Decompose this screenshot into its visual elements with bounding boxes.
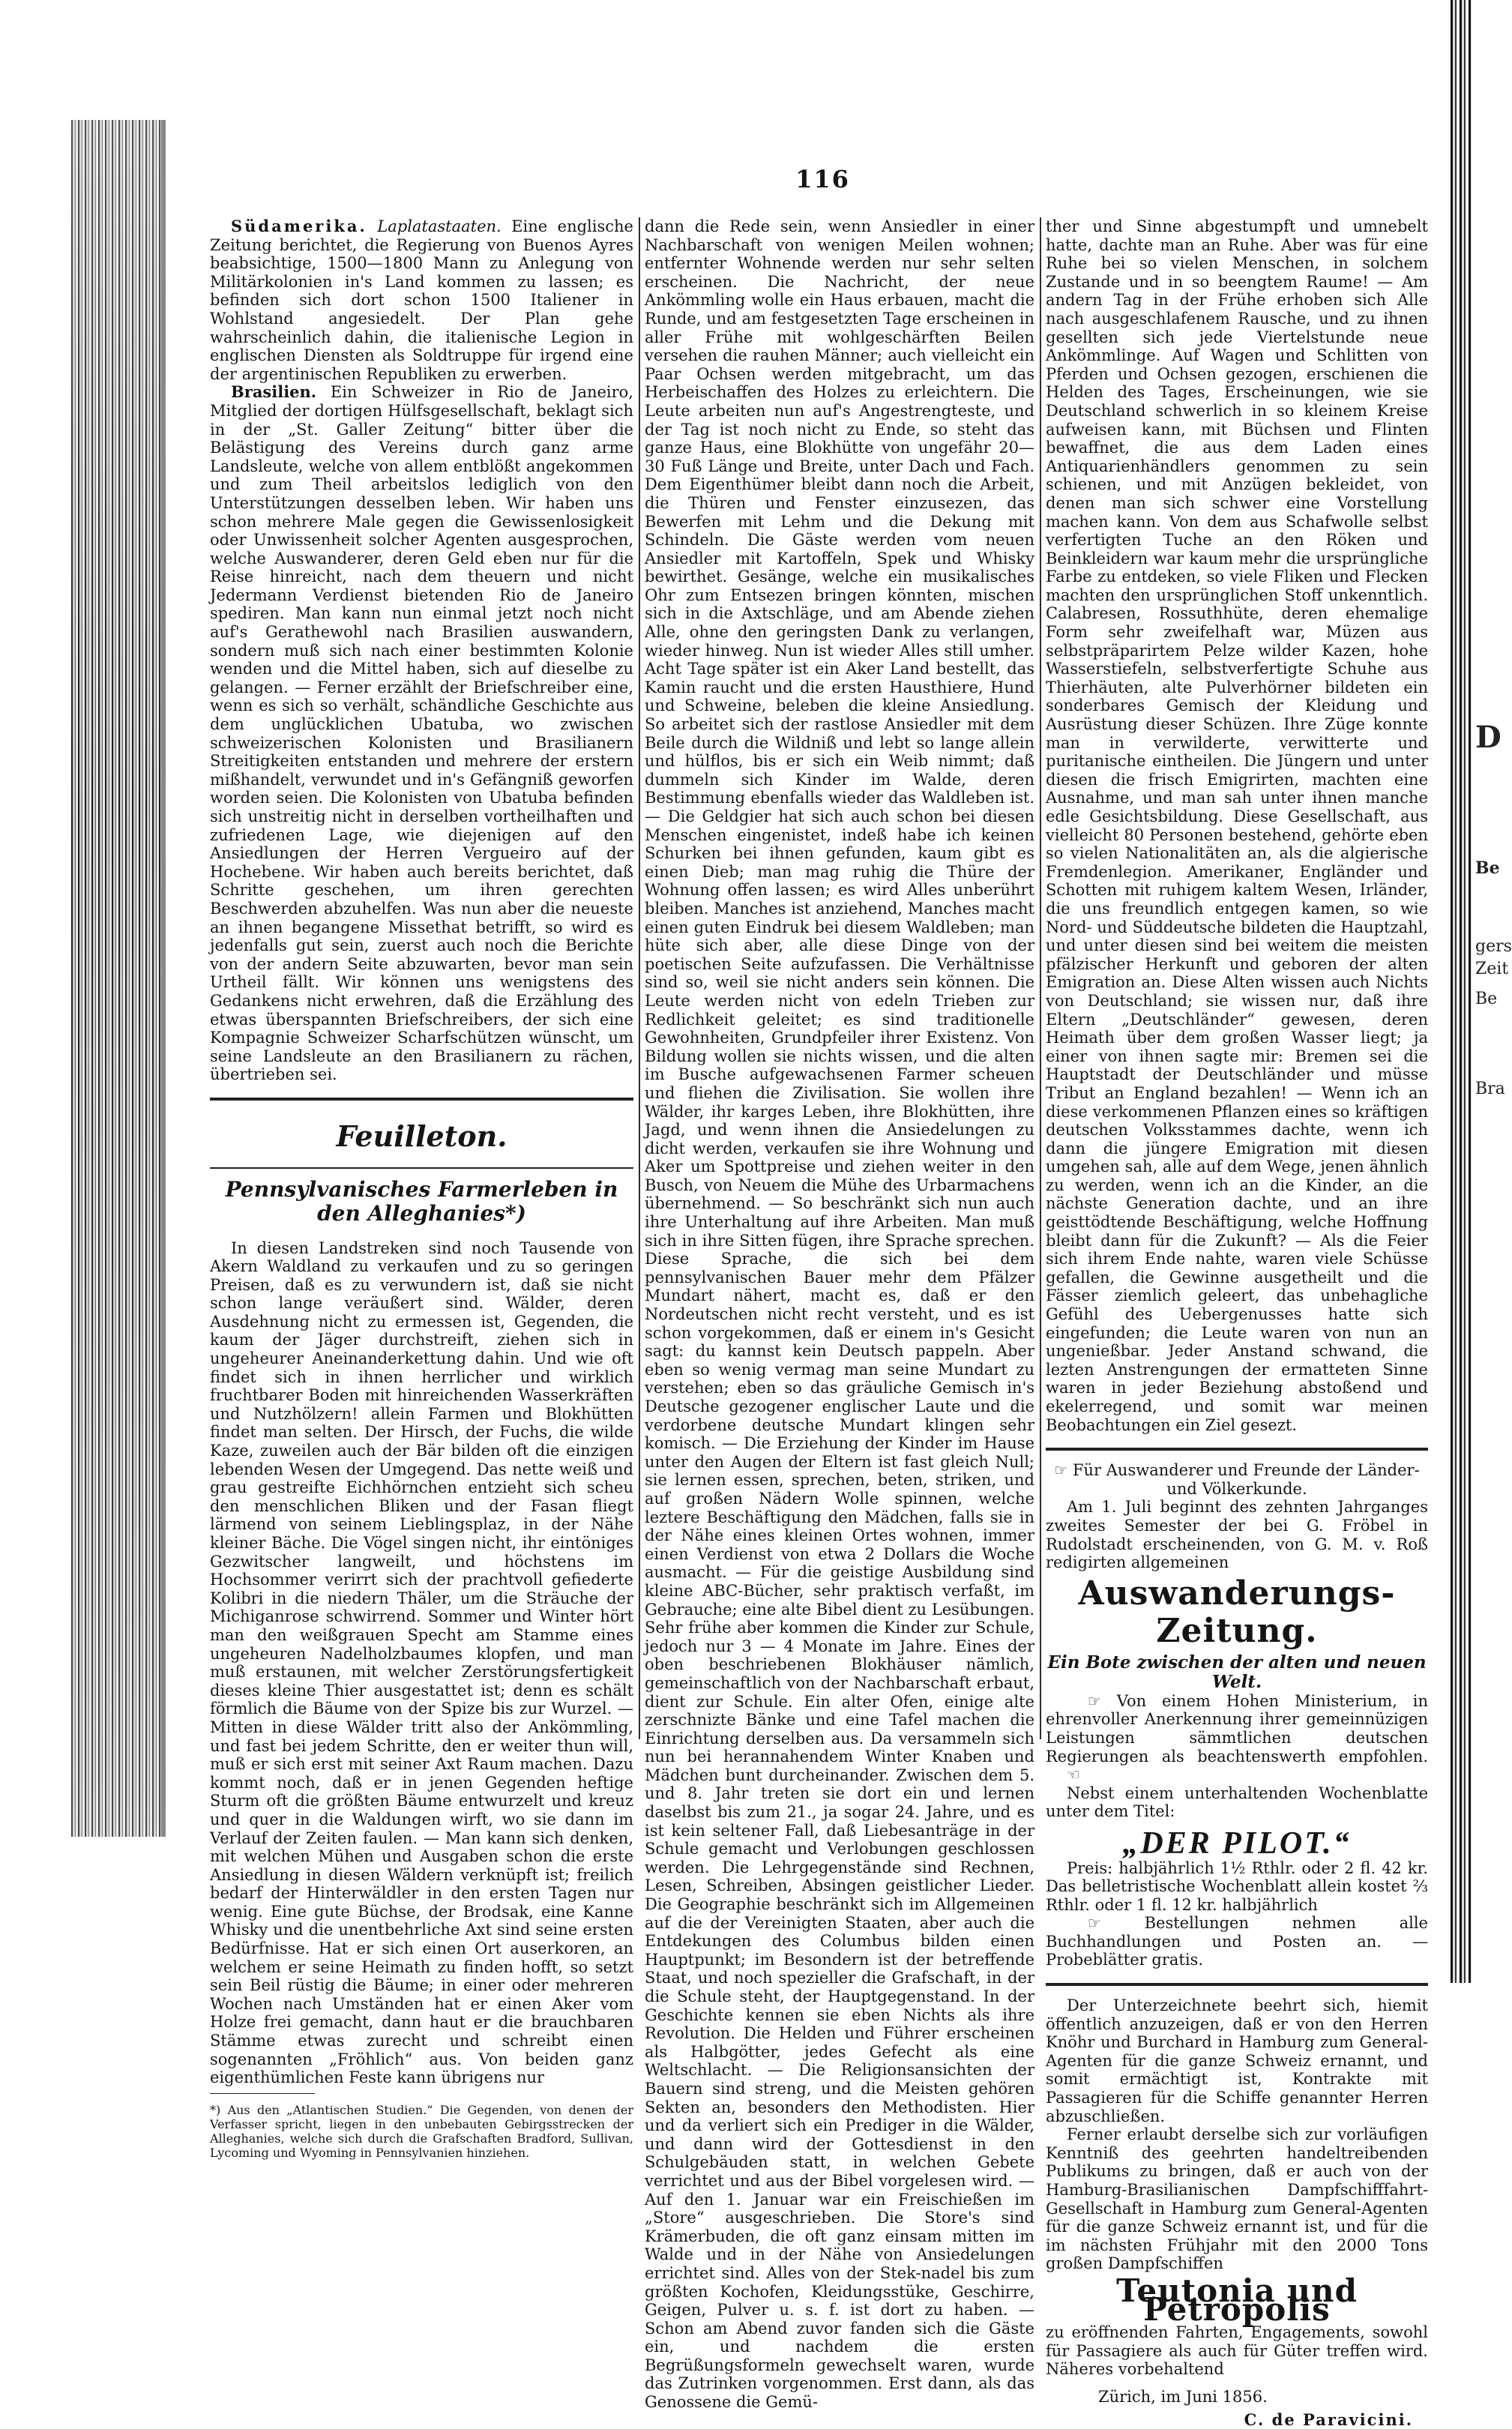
page-number: 116 <box>795 165 850 193</box>
page-gutter-shadow <box>161 120 166 1837</box>
pointing-hand-icon: ☜ <box>1067 1766 1080 1784</box>
advert-heading-text: Für Auswanderer und Freunde der Länder- und Völkerkunde. <box>1072 1461 1420 1498</box>
pointing-hand-icon: ☞ <box>1054 1461 1068 1480</box>
adjacent-page-fragment: Be <box>1475 990 1498 1008</box>
adjacent-page-fragment: gers <box>1475 937 1512 956</box>
adjacent-page-fragment: Bra <box>1475 1080 1505 1098</box>
article-text-continued: dann die Rede sein, wenn Ansiedler in einer Nachbarschaft von wenigen Meilen wohnen; entfernter Wohnende werden nur sehr selten erscheinen. Die Nachricht, der neue Ankömmling wolle ein Haus erbauen, macht die Runde, und am festgesetzten Tage erscheinen in aller Frühe mit wohlgeschärften Beilen versehen die rauhen Männer; auch vielleicht ein Paar Ochsen werden mitgebracht, um das Herbeischaffen des Holzes zu erleichtern. Die Leute arbeiten nun auf's Angestrengteste, und der Tag ist noch nicht zu Ende, so steht das ganze Haus, eine Blokhütte von ungefähr 20—30 Fuß Länge und Breite, unter Dach und Fach. Dem Eigenthümer bleibt dann noch die Arbeit, die Thüren und Fenster einzusezen, das Bewerfen mit Lehm und die Dekung mit Schindeln. Die Gäste werden vom neuen Ansiedler mit Kartoffeln, Spek und Whisky bewirthet. Gesänge, welche ein musikalisches Ohr zum Entsezen bringen könnten, mischen sich in die Axtschläge, und am Abende ziehen Alle, ohne den geringsten Dank zu verlangen, wieder hinweg. Nun ist wieder Alles still umher. Acht Tage später ist ein Aker Land bestellt, das Kamin raucht und die ersten Hausthiere, Hund und Schweine, beleben die kleine Ansiedlung. So arbeitet sich der rastlose Ansiedler mit dem Beile durch die Wildniß und lebt so lange allein und hülflos, bis er sich ein Weib nimmt; daß dummeln sich Kinder im Walde, deren Bestimmung ebenfalls wieder das Waldleben ist. — Die Geldgier hat sich auch schon bei diesen Menschen eingenistet, indeß habe ich keinen Schurken bei ihnen gefunden, kaum gibt es einen Dieb; man mag ruhig die Thüre der Wohnung offen lassen; es wird Alles unberührt bleiben. Manches ist anziehend, Manches macht einen guten Eindruk bei diesem Waldleben; man hüte sich aber, alle diese Dinge von der poetischen Seite aufzufassen. Die Verhältnisse sind so, weil sie nicht anders sein können. Die Leute werden nicht von edeln Trieben zur Redlichkeit geleitet; es sind traditionelle Gewohnheiten, Grundpfeiler ihrer Existenz. Von Bildung wollen sie nichts wissen, und die alten im Busche aufgewachsenen Farmer scheuen und fliehen die Zivilisation. Sie wollen ihre Wälder, ihr karges Leben, ihre Blokhütten, ihre Jagd, und wenn ihnen die Ansiedelungen zu dicht werden, verkaufen sie ihre Wohnung und Aker um Spottpreise und ziehen weiter in den Busch, von Neuem die Mühe des Urbarmachens übernehmend. — So beschränkt sich nun auch ihre Unterhaltung auf ihre Arbeiten. Man muß sich in ihre Sitten fügen, ihre Sprache sprechen. Diese Sprache, die sich bei dem pennsylvanischen Bauer mehr dem Pfälzer Mundart nähert, macht es, daß er den Nordeutschen nicht recht versteht, und es ist schon vorgekommen, daß er einem in's Gesicht sagt: du kannst kein Deutsch pappeln. Aber eben so wenig vermag man seine Mundart zu verstehen; eben so das gräuliche Gemisch in's Deutsche gezogener englischer Laute und die verdorbene deutsche Mundart klingen sehr komisch. — Die Erziehung der Kinder im Hause unter den Augen der Eltern ist fast gleich Null; sie lernen essen, sprechen, beten, striken, und auf großen Nädern Wolle spinnen, welche leztere Beschäftigung den Mädchen, falls sie in der Nähe eines kleinen Ortes wohnen, immer einen Verdienst von etwa 2 Dollars die Woche ausmacht. — Für die geistige Ausbildung sind kleine ABC-Bücher, sehr praktisch verfaßt, im Gebrauche; eine alte Bibel dient zu Lesübungen. Sehr frühe aber kommen die Kinder zur Schule, jedoch nur 3 — 4 Monate im Jahre. Eines der oben beschriebenen Blokhäuser nämlich, gemeinschaftlich von der Nachbarschaft erbaut, dient zur Schule. Ein alter Ofen, einige alte zerschnizte Bänke und eine Tafel machen die Einrichtung derselben aus. Da versammeln sich nun bei herannahendem Winter Knaben und Mädchen bunt durcheinander. Zwischen dem 5. und 8. Jahr treten sie dort ein und lernen daselbst bis zum 21., ja sogar 24. Jahre, und es ist kein seltener Fall, daß Liebesanträge in der Schule gemacht und Verlobungen geschlossen werden. Die Lehrgegenstände sind Rechnen, Lesen, Schreiben, Absingen geistlicher Lieder. Die Geographie beschränkt sich im Allgemeinen auf die der Vereinigten Staaten, aber auch die Entdekungen des Columbus bilden einen Hauptpunkt; im Besondern ist der betreffende Staat, und noch spezieller die Grafschaft, in der die Schule steht, der Hauptgegenstand. In der Geschichte kennen sie eben Nichts als ihre Revolution. Die Helden und Führer erscheinen als Halbgötter, jedes Gefecht als eine Weltschlacht. — Die Religionsansichten der Bauern sind streng, und die Meisten gehören Sekten an, besonders den Methodisten. Hier und da verliert sich ein Prediger in die Wälder, und dann wird der Gottesdienst in den Schulgebäuden statt, in welchen Gebete verrichtet und aus der Bibel vorgelesen wird. — Auf den 1. Januar war ein Freischießen im „Store“ ausgeschrieben. Die Store's sind Krämerbuden, die oft ganz einsam mitten im Walde und in der Nähe von Ansiedelungen errichtet sind. Alles von der Stek-nadel bis zum größten Kochofen, Kleidungsstüke, Geschirre, Geigen, Pulver u. s. f. ist dort zu haben. — Schon am Abend zuvor fanden sich die Gäste ein, und nachdem die ersten Begrüßungsformeln gewechselt waren, wurde das Zutrinken vorgenommen. Erst dann, als das Genossene die Gemü- <box>645 217 1034 2412</box>
news-heading: Brasilien. <box>231 382 317 402</box>
column-rule <box>1040 217 1041 1739</box>
newspaper-page <box>210 135 1436 2429</box>
advert-signature: C. de Paravicini. <box>1244 2410 1413 2429</box>
section-divider <box>210 1167 633 1169</box>
advert-pilot-title: „DER PILOT.“ <box>1122 1825 1352 1861</box>
adjacent-page-fragment: Be <box>1475 858 1500 878</box>
feuilleton-heading: Feuilleton. <box>336 1119 507 1153</box>
adjacent-page-fragment: D <box>1475 720 1502 755</box>
advert-place-date: Zürich, im Juni 1856. <box>1098 2387 1268 2406</box>
footnote: *) Aus den „Atlantischen Studien.“ Die Gegenden, von denen der Verfasser spricht, liegen in den unbebauten Gebirgsstrecken der Alleghanies, welche sich durch die Grafschaften Bradford, Sullivan, Lycoming und Wyoming in Pennsylvanien hinziehen. <box>210 2102 633 2160</box>
section-divider <box>210 1098 633 1101</box>
advert-price: Preis: halbjährlich 1½ Rthlr. oder 2 fl. 42 kr. Das belletristische Wochenblatt allein kostet ⅔ Rthlr. oder 1 fl. 12 kr. halbjährlich <box>1046 1858 1428 1914</box>
advert-agent-text: Der Unterzeichnete beehrt sich, hiemit öffentlich anzuzeigen, daß er von den Herren Knöhr und Burchard in Hamburg zum General-Agenten für die ganze Schweiz ernannt, und somit ermächtigt ist, Kontrakte mit Passagieren für die Schiffe genannter Herren abzuschließen. <box>1046 1996 1428 2125</box>
article-text: In diesen Landstreken sind noch Tausende von Akern Waldland zu verkaufen und zu so geringen Preisen, daß es zu verwundern ist, daß sie nicht schon lange veräußert sind. Wälder, deren Ausdehnung nicht zu ermessen ist, Gegenden, die kaum der Jäger durchstreift, ziehen sich in ungeheurer Aneinanderkettung dahin. Und wie oft findet sich in ihnen herrlicher und wirklich fruchtbarer Boden mit hinreichenden Wasserkräften und Nutzhölzern! allein Farmen und Blokhütten findet man selten. Der Hirsch, der Fuchs, die wilde Kaze, zuweilen auch der Bär bilden oft die einzigen lebenden Wesen der Umgegend. Das nette weiß und grau gestreifte Eichhörnchen entzieht sich scheu den menschlichen Bliken und der Fasan fliegt lärmend von seinem Lieblingsplaz, in der Nähe kleiner Bäche. Die Vögel singen nicht, ihr eintöniges Gezwitscher langweilt, und höchstens im Hochsommer verirrt sich der prachtvoll gefiederte Kolibri in die niedern Thäler, um die Sträuche der Michiganrose schwirrend. Sommer und Winter hört man den weißgrauen Specht am Stamme eines ungeheuren Nadelholzbaumes klopfen, und man muß erstaunen, mit welcher Zerstörungsfertigkeit dieses kleine Thier ausgestattet ist; denn es schält förmlich die Bäume von der Spize bis zur Wurzel. — Mitten in diese Wälder tritt also der Ankömmling, und fast bei jedem Schritte, den er weiter thun will, muß er sich erst mit seiner Axt Raum machen. Dazu kommt noch, daß er in jenen Gegenden heftige Sturm oft die größten Bäume entwurzelt und kreuz und quer in die Waldungen wirft, wo sie dann im Verlauf der Zeiten faulen. — Man kann sich denken, mit welchen Mühen und Ausgaben schon die erste Ansiedlung in diesen Wäldern verknüpft ist; freilich bedarf der Hinterwäldler in den ersten Tagen nur wenig. Eine gute Büchse, der Brodsak, eine Kanne Whisky und die unentbehrliche Axt sind seine ersten Bedürfnisse. Hat er sich einen Ort auserkoren, an welchem er seine Heimath zu finden hofft, so setzt sein Beil rüstig die Bäume; in einer oder mehreren Wochen nach Umständen hat er einen Aker vom Holze frei gemacht, dann haut er die brauchbaren Stämme etwas zurecht und schreibt einen sogenannten „Fröhlich“ aus. Von beiden ganz eigenthümlichen Feste kann übrigens nur <box>210 1238 633 2087</box>
advert-order-text: Bestellungen nehmen alle Buchhandlungen und Posten an. — Probeblätter gratis. <box>1046 1914 1428 1969</box>
news-suedamerika <box>210 217 633 383</box>
adjacent-page-fragment: Zeit <box>1475 960 1509 978</box>
advert-intro: Am 1. Juli beginnt des zehnten Jahrganges zweites Semester der bei G. Fröbel in Rudolstadt erscheinenden, von G. M. v. Roß redigirten allgemeinen <box>1046 1498 1428 1572</box>
advert-divider <box>1046 1983 1428 1986</box>
advert-subtitle: Ein Bote zwischen der alten und neuen Welt. <box>1047 1652 1427 1692</box>
column-3 <box>1046 217 1428 2429</box>
advert-text <box>1046 1692 1428 1784</box>
news-text: Ein Schweizer in Rio de Janeiro, Mitglied der dortigen Hülfsgesellschaft, beklagt sich in der „St. Galler Zeitung“ bitter über die Belästigung des Vereins durch ganz arme Landsleute, welche von allem entblößt angekommen und zum Theil arbeitslos lediglich von den Unterstützungen desselben leben. Wir haben uns schon mehrere Male gegen die Gewissenlosigkeit oder Unwissenheit solcher Agenten ausgesprochen, welche Auswanderer, deren Geld eben nur für die Reise hinreicht, nach dem theuern und nicht Jedermann Verdienst bietenden Rio de Janeiro spediren. Man kann nun einmal jetzt noch nicht auf's Gerathewohl nach Brasilien auswandern, sondern muß sich nach einer bestimmten Kolonie wenden und die Mittel haben, sich auf dieselbe zu gelangen. — Ferner erzählt der Briefschreiber eine, wenn es sich so verhält, schändliche Geschichte aus dem unglücklichen Ubatuba, wo zwischen schweizerischen Kolonisten und Brasilianern Streitigkeiten entstanden und mehrere der erstern mißhandelt, verwundet und in's Gefängniß geworfen worden seien. Die Kolonisten von Ubatuba befinden sich unstreitig nicht in derselben vortheilhaften und zufriedenen Lage, wie diejenigen auf den Ansiedlungen der Herren Vergueiro auf der Hochebene. Wir haben auch bereits berichtet, daß Schritte geschehen, um ihren gerechten Beschwerden abzuhelfen. Was nun aber die neueste an ihnen begangene Missethat betrifft, so wird es jedenfalls gut sein, zuerst auch noch die Berichte von der andern Seite abzuwarten, bevor man sein Urtheil fällt. Wir können uns wenigstens des Gedankens nicht erwehren, daß die Erzählung des etwas überspannten Briefschreibers, der sich eine Kompagnie Schweizer Scharfschützen wünscht, um seine Landsleute an den Brasilianern zu rächen, übertrieben sei. <box>210 383 633 1084</box>
news-heading: Südamerika. <box>231 217 367 235</box>
book-edge-right <box>1451 0 1472 1983</box>
article-text-continued: ther und Sinne abgestumpft und umnebelt hatte, dachte man an Ruhe. Aber was für eine Ruhe bei so vielen Menschen, in solchem Zustande und in so beengtem Raume! — Am andern Tag in der Frühe erhoben sich Alle nach ausgeschlafenem Rausche, und zu ihnen gesellten sich jede Viertelstunde neue Ankömmlinge. Auf Wagen und Schlitten von Pferden und Ochsen gezogen, erschienen die Helden des Tages, Erscheinungen, wie sie Deutschland schwerlich in so kleinem Kreise aufweisen kann, mit Büchsen und Flinten bewaffnet, die aus dem Laden eines Antiquarienhändlers genommen zu sein schienen, und mit Anzügen bekleidet, von denen man sich schwer eine Vorstellung machen kann. Von dem aus Schafwolle selbst verfertigten Tuche an den Röken und Beinkleidern war kaum mehr die ursprüngliche Farbe zu entdeken, so viele Fliken und Flecken machten den ursprünglichen Stoff unkenntlich. Calabresen, Rossuthhüte, deren ehemalige Form sehr zweifelhaft war, Müzen aus selbstpräparirtem Pelze wilder Kazen, hohe Wasserstiefeln, selbstverfertigte Schuhe aus Thierhäuten, alte Pulverhörner bildeten ein sonderbares Gemisch der Kleidung und Ausrüstung dieser Schüzen. Ihre Züge konnte man in verwilderte, verwitterte und puritanische eintheilen. Die Jüngern und unter diesen die frisch Emigrirten, machten eine Ausnahme, und man sah unter ihnen manche edle Gesichtsbildung. Diese Gesellschaft, aus vielleicht 80 Personen bestehend, gehörte eben so vielen Nationalitäten an, als die algierische Fremdenlegion. Amerikaner, Engländer und Schotten mit ruhigem kaltem Wesen, Irländer, die uns freundlich entgegen kamen, so wie Nord- und Süddeutsche bildeten die Hauptzahl, und unter diesen sind bei weitem die meisten pfälzischer Herkunft und geboren der alten Emigration an. Diese Alten wissen auch Nichts von Deutschland; sie wissen nur, daß ihre Eltern „Deutschländer“ gewesen, deren Heimath über dem großen Wasser liegt; ja einer von ihnen sagte mir: Bremen sei die Hauptstadt der Deutschländer und müsse Tribut an England bezahlen! — Wenn ich an diese verkommenen Pflanzen eines so kräftigen deutschen Volksstammes dachte, wenn ich dann die jüngere Emigration mit diesen umgehen sah, alle auf dem Wege, jenen ähnlich zu werden, wenn ich an die Kinder, an die nächste Generation dachte, und an ihre geisttödtende Beschäftigung, welche Hoffnung bleibt dann für die Zukunft? — Als die Feier sich ihrem Ende nahte, waren viele Schüsse gefallen, die Gewinne ausgetheilt und die Fässer ziemlich geleert, das unbehagliche Gefühl des Uebergenusses hatte sich eingefunden; die Leute waren von nun an ungenießbar. Jeder Anstand schwand, die lezten Anstrengungen der ermatteten Sinne waren in jeder Beziehung abstoßend und ekelerregend, und somit war meinen Beobachtungen ein Ziel gesezt. <box>1046 217 1428 1434</box>
advert-ships-title: Teutonia und Petropolis <box>1116 2272 1358 2328</box>
advert-emigration-heading <box>1046 1461 1428 1498</box>
advert-text-body: Von einem Hohen Ministerium, in ehrenvoller Anerkennung ihrer gemeinnüzigen Leistungen sämmtlichen deutschen Regierungen als beachtenswerth empfohlen. <box>1046 1691 1429 1766</box>
column-rule <box>639 217 640 1739</box>
pointing-hand-icon: ☞ <box>1088 1691 1101 1710</box>
article-title: Pennsylvanisches Farmerleben in den Alleghanies*) <box>225 1176 618 1226</box>
advert-text: Nebst einem unterhaltenden Wochenblatte unter dem Titel: <box>1046 1784 1428 1821</box>
column-1 <box>210 217 633 2160</box>
advert-agent-text: zu eröffnenden Fahrten, Engagements, sowohl für Passagiere als auch für Güter treffen wird. Näheres vorbehaltend <box>1046 2323 1428 2379</box>
news-text: Eine englische Zeitung berichtet, die Regierung von Buenos Ayres beabsichtige, 1500—1800 Mann zu Anlegung von Militärkolonien in's Land kommen zu lassen; es befinden sich dort schon 1500 Italiener in Wohlstand angesiedelt. Der Plan gehe wahrscheinlich dahin, die italienische Legion in englischen Diensten als Soldtruppe für irgend eine der argentinischen Republiken zu erwerben. <box>210 217 633 383</box>
news-subheading: Laplatastaaten. <box>377 217 502 235</box>
footnote-rule <box>210 2093 315 2094</box>
column-2 <box>645 217 1034 2412</box>
advert-agent-text: Ferner erlaubt derselbe sich zur vorläufigen Kenntniß des geehrten handeltreibenden Publikums zu bringen, daß er auch von der Hamburg-Brasilianischen Dampfschifffahrt-Gesellschaft in Hamburg zum General-Agenten für die ganze Schweiz ernannt ist, und für die im nächsten Frühjahr mit den 2000 Tons großen Dampfschiffen <box>1046 2125 1428 2273</box>
news-brasilien <box>210 383 633 1084</box>
book-edge-shade <box>71 120 161 1837</box>
pointing-hand-icon: ☞ <box>1088 1914 1101 1933</box>
advert-title: Auswanderungs-Zeitung. <box>1078 1574 1396 1650</box>
advert-divider <box>1046 1448 1428 1451</box>
advert-order <box>1046 1914 1428 1969</box>
